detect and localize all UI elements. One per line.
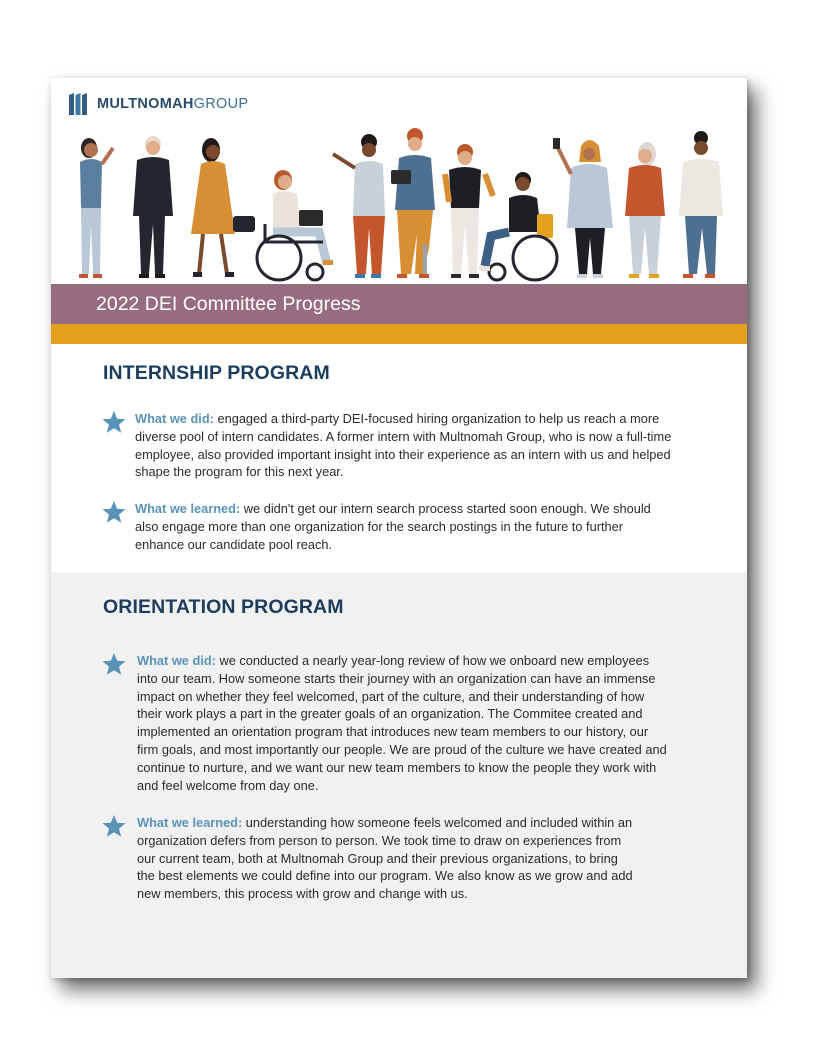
star-bullet-icon [101, 652, 127, 676]
brand-name-bold: MULTNOMAH [97, 96, 194, 112]
star-bullet-icon [101, 814, 127, 838]
section-heading: INTERNSHIP PROGRAM [103, 362, 330, 384]
section-orientation-program [51, 572, 747, 978]
item-text [137, 652, 667, 794]
item-body: engaged a third-party DEI-focused hiring organization to help us reach a more diverse pool of intern candidates. A former intern with Multnomah Group, who is now a full-time employee, also provided important insight into their experience as an intern with us and helped shape the program for this next year. [135, 411, 672, 480]
person-1-illustration [79, 138, 113, 278]
person-6-prosthetic-illustration [391, 128, 435, 278]
document-page [51, 78, 747, 978]
person-2-illustration [133, 136, 173, 278]
title-band [51, 284, 747, 324]
section-internship-program [51, 344, 747, 572]
section-heading: ORIENTATION PROGRAM [103, 596, 344, 618]
brand-name-light: GROUP [193, 96, 249, 112]
person-4-wheelchair-illustration [257, 170, 333, 280]
document-title: 2022 DEI Committee Progress [96, 292, 361, 315]
person-10-illustration [625, 142, 665, 278]
item-lead-label: What we learned: [135, 501, 241, 516]
item-text [135, 410, 675, 481]
item-text [135, 500, 675, 553]
item-lead-label: What we did: [137, 653, 216, 668]
brand-logo [67, 90, 248, 118]
accent-band [51, 324, 747, 344]
item-text [137, 814, 637, 903]
item-body: we conducted a nearly year-long review of how we onboard new employees into our team. How someone starts their journey with an organization can have an immense impact on whether they feel welcomed, part of the culture, and their understanding of how their work plays a part in the greater goals of an organization. The Commitee created and implemented an orientation program that introduces new team members to our history, our firm goals, and most importantly our people. We are proud of the culture we have created and continue to nurture, and we want our new team members to know the people they work with and feel welcome from day one. [137, 653, 667, 793]
item-body: we didn't get our intern search process started soon enough. We should also engage more than one organization for the search postings in the future to further enhance our candidate pool reach. [135, 501, 651, 552]
person-11-illustration [679, 131, 723, 278]
star-bullet-icon [101, 500, 127, 524]
person-3-illustration [191, 138, 255, 277]
person-9-illustration [553, 138, 613, 278]
multnomah-logo-icon [67, 92, 89, 116]
item-lead-label: What we learned: [137, 815, 243, 830]
item-body: understanding how someone feels welcomed and included within an organization defers from person to person. We took time to draw on experiences from our current team, both at Multnomah Group and their previous organizations, to bring the best elements we could define into our program. We also know as we grow and add new members, this process with grow and change with us. [137, 815, 633, 902]
brand-wordmark [97, 96, 248, 112]
diverse-people-illustration [51, 124, 747, 284]
item-lead-label: What we did: [135, 411, 214, 426]
person-5-illustration [333, 134, 385, 278]
star-bullet-icon [101, 410, 127, 434]
